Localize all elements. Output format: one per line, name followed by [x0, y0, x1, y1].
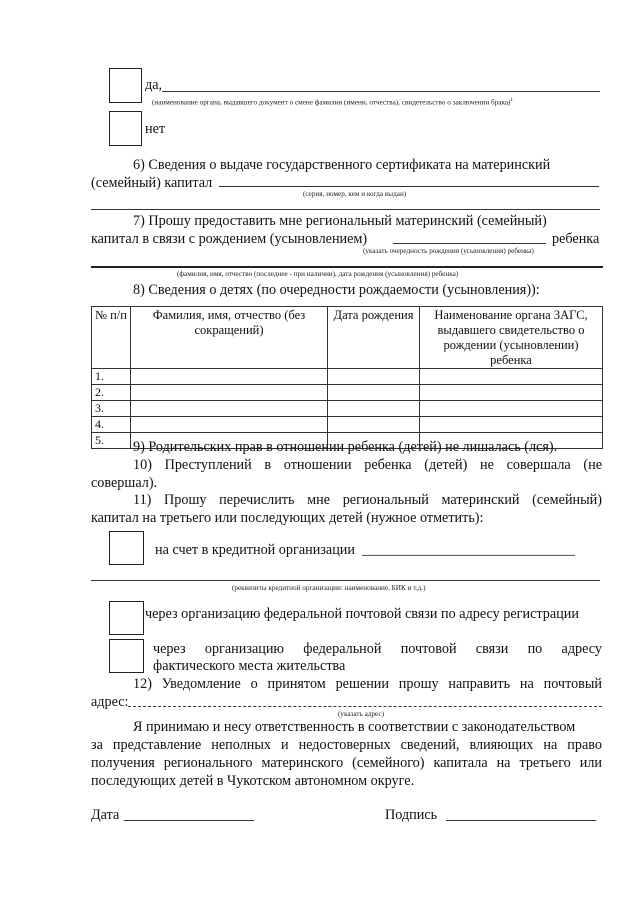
item6-caption: (серия, номер, кем и когда выдан): [303, 190, 407, 198]
item10-line2: совершал).: [91, 475, 158, 491]
header-full-name: Фамилия, имя, отчество (без сокращений): [131, 307, 328, 369]
address-caption: (указать адрес): [338, 710, 385, 718]
bank-details-caption: (реквизиты кредитной организации: наименование, БИК и т.д.): [232, 584, 426, 592]
declaration-line2: за представление неполных и недостоверных сведений, влияющих на право: [91, 737, 602, 753]
checkbox-post-registration[interactable]: [109, 601, 144, 635]
table-row: [92, 417, 603, 433]
item10-line1: 10) Преступлений в отношении ребенка (детей) не совершала (не: [133, 457, 602, 473]
item7-order-underline[interactable]: [393, 243, 546, 244]
item7-child-line[interactable]: [91, 266, 603, 268]
option-yes-underline[interactable]: [162, 91, 600, 92]
row-number: 1.: [92, 369, 131, 385]
item11-line2: капитал на третьего или последующих детей (нужное отметить):: [91, 510, 484, 526]
row-number: 3.: [92, 401, 131, 417]
option-post-actual-line1: через организацию федеральной почтовой связи по адресу: [153, 641, 602, 657]
header-number: № п/п: [92, 307, 131, 369]
item6-line2: (семейный) капитал: [91, 175, 213, 191]
children-table-header: [92, 307, 603, 369]
item7-line2-start: капитал в связи с рождением (усыновлением): [91, 231, 368, 247]
option-post-registration-label: через организацию федеральной почтовой связи по адресу регистрации: [145, 606, 579, 622]
item6-underline[interactable]: [219, 186, 599, 187]
address-line[interactable]: [128, 706, 602, 707]
item12-line2: адрес:: [91, 694, 129, 710]
item7-line1: 7) Прошу предоставить мне региональный материнский (семейный): [133, 213, 547, 229]
checkbox-no[interactable]: [109, 111, 142, 146]
declaration-line3: получения регионального материнского (семейного) капитала на третьего или: [91, 755, 602, 771]
row-number: 5.: [92, 433, 131, 449]
option-yes-label: да,: [145, 77, 163, 93]
option-post-actual-line2: фактического места жительства: [153, 658, 346, 674]
row-number: 4.: [92, 417, 131, 433]
cell-registry-office[interactable]: [420, 369, 603, 385]
children-table: [91, 306, 603, 449]
item6-extra-line[interactable]: [91, 209, 600, 210]
declaration-line4: последующих детей в Чукотском автономном округе.: [91, 773, 415, 789]
table-row: [92, 369, 603, 385]
cell-birth-date[interactable]: [328, 385, 420, 401]
checkbox-bank-account[interactable]: [109, 531, 144, 565]
checkbox-post-actual[interactable]: [109, 639, 144, 673]
declaration-line1: Я принимаю и несу ответственность в соответствии с законодательством: [133, 719, 576, 735]
cell-birth-date[interactable]: [328, 417, 420, 433]
table-row: [92, 401, 603, 417]
header-registry-office: Наименование органа ЗАГС, выдавшего свидетельство о рождении (усыновлении) ребенка: [420, 307, 603, 369]
item7-caption-child: (фамилия, имя, отчество (последнее - при наличии), дата рождения (усыновления) ребенка): [177, 270, 459, 278]
cell-birth-date[interactable]: [328, 401, 420, 417]
header-birth-date: Дата рождения: [328, 307, 420, 369]
item8-title: 8) Сведения о детях (по очередности рождаемости (усыновления)):: [133, 282, 540, 298]
signature-line[interactable]: [446, 820, 596, 821]
item7-line2-end: ребенка: [552, 231, 600, 247]
cell-birth-date[interactable]: [328, 369, 420, 385]
item12-line1: 12) Уведомление о принятом решении прошу направить на почтовый: [133, 676, 602, 692]
checkbox-yes[interactable]: [109, 68, 142, 103]
item9-text: 9) Родительских прав в отношении ребенка (детей) не лишалась (лся).: [133, 439, 558, 455]
cell-full-name[interactable]: [131, 385, 328, 401]
cell-registry-office[interactable]: [420, 417, 603, 433]
row-number: 2.: [92, 385, 131, 401]
cell-registry-office[interactable]: [420, 385, 603, 401]
date-line[interactable]: [124, 820, 254, 821]
item6-line1: 6) Сведения о выдаче государственного сертификата на материнский: [133, 157, 551, 173]
date-label: Дата: [91, 807, 120, 823]
cell-registry-office[interactable]: [420, 401, 603, 417]
item11-line1: 11) Прошу перечислить мне региональный материнский (семейный): [133, 492, 602, 508]
option-no-label: нет: [145, 121, 166, 137]
cell-full-name[interactable]: [131, 417, 328, 433]
cell-full-name[interactable]: [131, 369, 328, 385]
cell-full-name[interactable]: [131, 401, 328, 417]
table-row: [92, 385, 603, 401]
signature-label: Подпись: [385, 807, 438, 823]
option-bank-account-label: на счет в кредитной организации ______________________________: [155, 542, 575, 558]
bank-details-line[interactable]: [91, 580, 600, 581]
item7-caption-order: (указать очередность рождения (усыновления) ребенка): [363, 247, 534, 255]
option-yes-caption: (наименование органа, выдавшего документ о смене фамилии (имени, отчества), свидетельство о заключении брака)$^1$: [152, 98, 513, 107]
